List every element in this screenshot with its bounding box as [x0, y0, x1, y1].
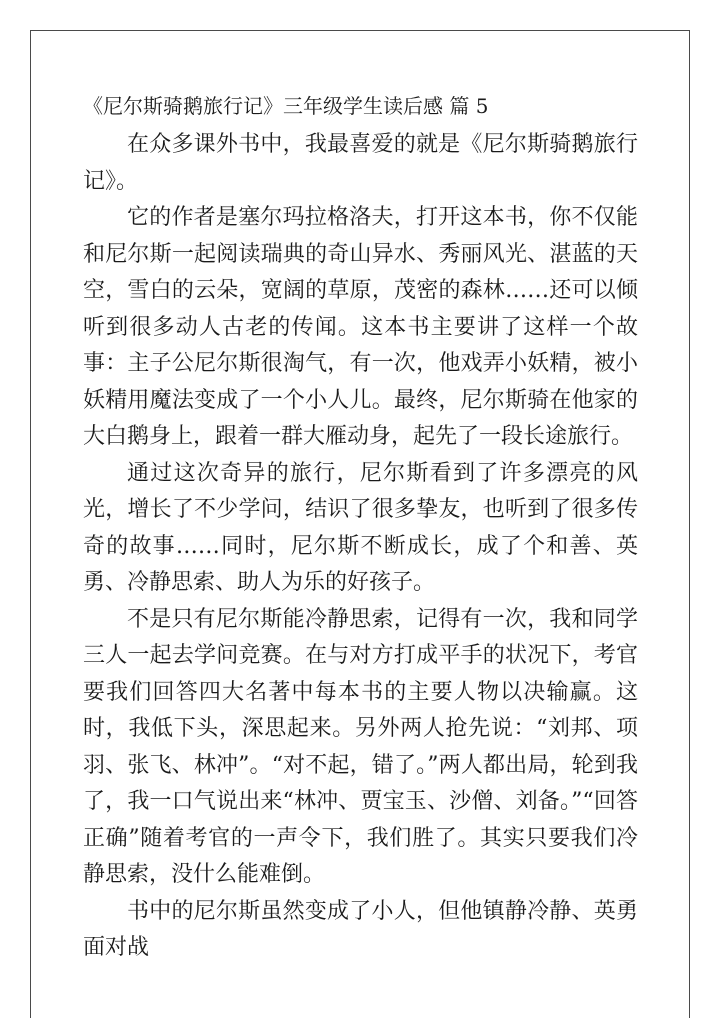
paragraph-2: 它的作者是塞尔玛拉格洛夫，打开这本书，你不仅能和尼尔斯一起阅读瑞典的奇山异水、秀丽风光、湛蓝的天空，雪白的云朵，宽阔的草原，茂密的森林……还可以倾听到很多动人古老的传闻。这本书主要讲了这样一个故事：主子公尼尔斯很淘气，有一次，他戏弄小妖精，被小妖精用魔法变成了一个小人儿。最终，尼尔斯骑在他家的大白鹅身上，跟着一群大雁动身，起先了一段长途旅行。 [83, 205, 638, 449]
paragraph-1: 在众多课外书中，我最喜爱的就是《尼尔斯骑鹅旅行记》。 [83, 132, 638, 194]
paragraph-4: 不是只有尼尔斯能冷静思索，记得有一次，我和同学三人一起去学问竞赛。在与对方打成平手的状况下，考官要我们回答四大名著中每本书的主要人物以决输赢。这时，我低下头，深思起来。另外两人抢先说：“刘邦、项羽、张飞、林冲”。“对不起，错了。”两人都出局，轮到我了，我一口气说出来“林冲、贾宝玉、沙僧、刘备。”“回答正确”随着考官的一声令下，我们胜了。其实只要我们冷静思索，没什么能难倒。 [83, 606, 638, 887]
paragraph-3: 通过这次奇异的旅行，尼尔斯看到了许多漂亮的风光，增长了不少学问，结识了很多挚友，也听到了很多传奇的故事……同时，尼尔斯不断成长，成了个和善、英勇、冷静思索、助人为乐的好孩子。 [83, 460, 638, 595]
paragraph-5: 书中的尼尔斯虽然变成了小人，但他镇静冷静、英勇面对战 [83, 898, 638, 960]
document-title: 《尼尔斯骑鹅旅行记》三年级学生读后感 篇 5 [83, 94, 489, 118]
document-body [83, 92, 638, 967]
